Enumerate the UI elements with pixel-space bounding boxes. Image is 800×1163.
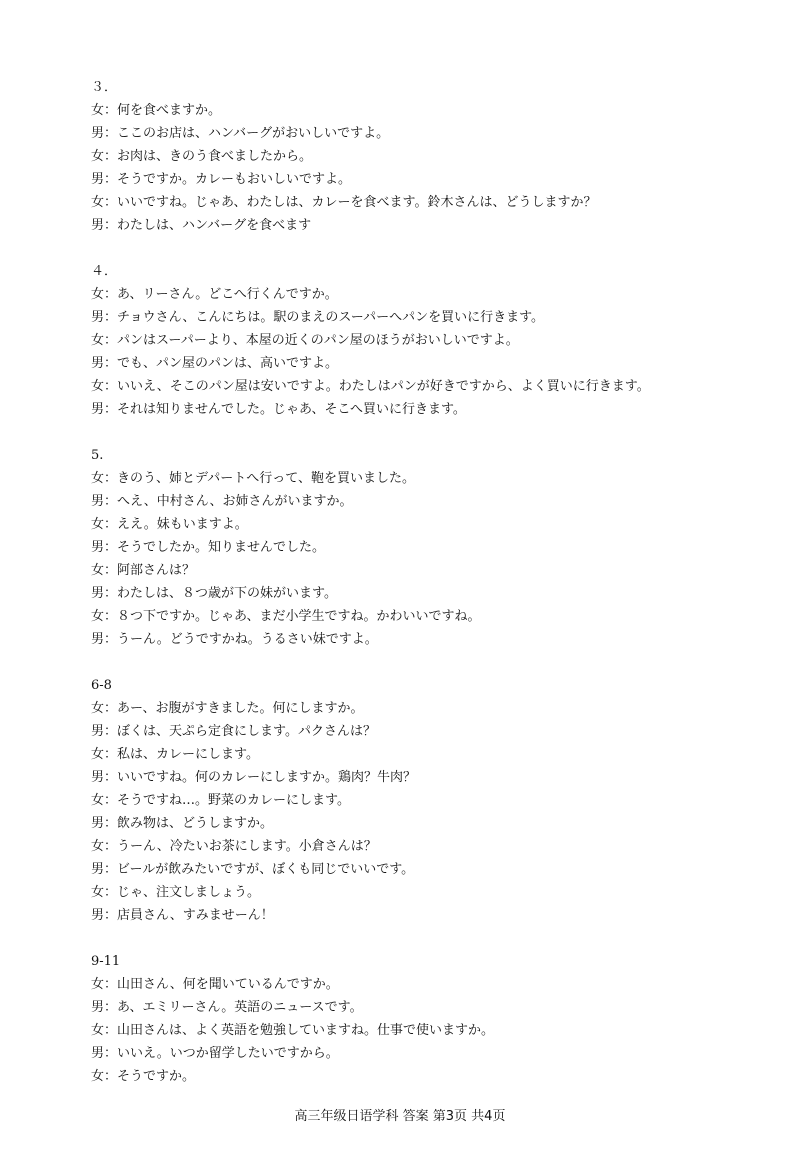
dialogue-line: 女：お肉は、きのう食べましたから。 xyxy=(91,149,313,164)
dialogue-line: 男：チョウさん、こんにちは。駅のまえのスーパーへパンを買いに行きます。 xyxy=(91,310,545,325)
dialogue-line: 女：いいえ、そこのパン屋は安いですよ。わたしはパンが好きですから、よく買いに行きます。 xyxy=(91,379,650,394)
dialogue-line: 女：そうですか。 xyxy=(91,1069,196,1084)
page-footer: 高三年级日语学科 答案 第3页 共4页 xyxy=(294,1109,506,1124)
section-heading: 9-11 xyxy=(91,954,121,969)
dialogue-line: 女：いいですね。じゃあ、わたしは、カレーを食べます。鈴木さんは、どうしますか？ xyxy=(91,195,597,210)
dialogue-line: 男：ビールが飲みたいですが、ぼくも同じでいいです。 xyxy=(91,862,415,877)
dialogue-section-5 xyxy=(91,444,751,651)
dialogue-line: 女：山田さんは、よく英語を勉強していますね。仕事で使いますか。 xyxy=(91,1023,495,1038)
dialogue-line: 男：でも、パン屋のパンは、高いですよ。 xyxy=(91,356,339,371)
dialogue-section-3 xyxy=(91,76,751,237)
dialogue-line: 男：飲み物は、どうしますか。 xyxy=(91,816,274,831)
dialogue-line: 男：ここのお店は、ハンバーグがおいしいですよ。 xyxy=(91,126,390,141)
dialogue-line: 男：ぼくは、天ぷら定食にします。パクさんは？ xyxy=(91,724,376,739)
dialogue-line: 男：店員さん、すみませーん！ xyxy=(91,908,274,923)
dialogue-line: 女：私は、カレーにします。 xyxy=(91,747,259,762)
dialogue-line: 女：そうですね…。野菜のカレーにします。 xyxy=(91,793,350,808)
document-body xyxy=(91,76,751,1088)
dialogue-line: 男：いいえ。いつか留学したいですから。 xyxy=(91,1046,339,1061)
dialogue-line: 男：あ、エミリーさん。英語のニュースです。 xyxy=(91,1000,363,1015)
dialogue-line: 男：そうですか。カレーもおいしいですよ。 xyxy=(91,172,352,187)
dialogue-line: 女：きのう、姉とデパートへ行って、鞄を買いました。 xyxy=(91,471,415,486)
dialogue-line: 男：そうでしたか。知りませんでした。 xyxy=(91,540,326,555)
dialogue-line: 男：それは知りませんでした。じゃあ、そこへ買いに行きます。 xyxy=(91,402,466,417)
dialogue-line: 男：いいですね。何のカレーにしますか。鶏肉？牛肉？ xyxy=(91,770,417,785)
section-heading: 6-8 xyxy=(91,678,112,693)
dialogue-line: 女：パンはスーパーより、本屋の近くのパン屋のほうがおいしいですよ。 xyxy=(91,333,519,348)
dialogue-line: 男：へえ、中村さん、お姉さんがいますか。 xyxy=(91,494,353,509)
section-heading: 5. xyxy=(91,448,104,463)
dialogue-line: 女：じゃ、注文しましょう。 xyxy=(91,885,261,900)
dialogue-line: 女：８つ下ですか。じゃあ、まだ小学生ですね。かわいいですね。 xyxy=(91,609,481,624)
dialogue-line: 女：何を食べますか。 xyxy=(91,103,222,118)
dialogue-section-6-8 xyxy=(91,674,751,927)
dialogue-line: 男：わたしは、８つ歳が下の妹がいます。 xyxy=(91,586,337,601)
dialogue-line: 男：わたしは、ハンバーグを食べます xyxy=(91,218,312,233)
dialogue-line: 男：うーん。どうですかね。うるさい妹ですよ。 xyxy=(91,632,378,647)
section-heading: ３． xyxy=(91,80,118,95)
dialogue-section-9-11 xyxy=(91,950,751,1088)
dialogue-line: 女：あー、お腹がすきました。何にしますか。 xyxy=(91,701,364,716)
dialogue-line: 女：ええ。妹もいますよ。 xyxy=(91,517,248,532)
dialogue-line: 女：阿部さんは？ xyxy=(91,563,196,578)
section-heading: ４． xyxy=(91,264,118,279)
dialogue-section-4 xyxy=(91,260,751,421)
dialogue-line: 女：うーん、冷たいお茶にします。小倉さんは？ xyxy=(91,839,377,854)
dialogue-line: 女：山田さん、何を聞いているんですか。 xyxy=(91,977,339,992)
dialogue-line: 女：あ、リーさん。どこへ行くんですか。 xyxy=(91,287,338,302)
